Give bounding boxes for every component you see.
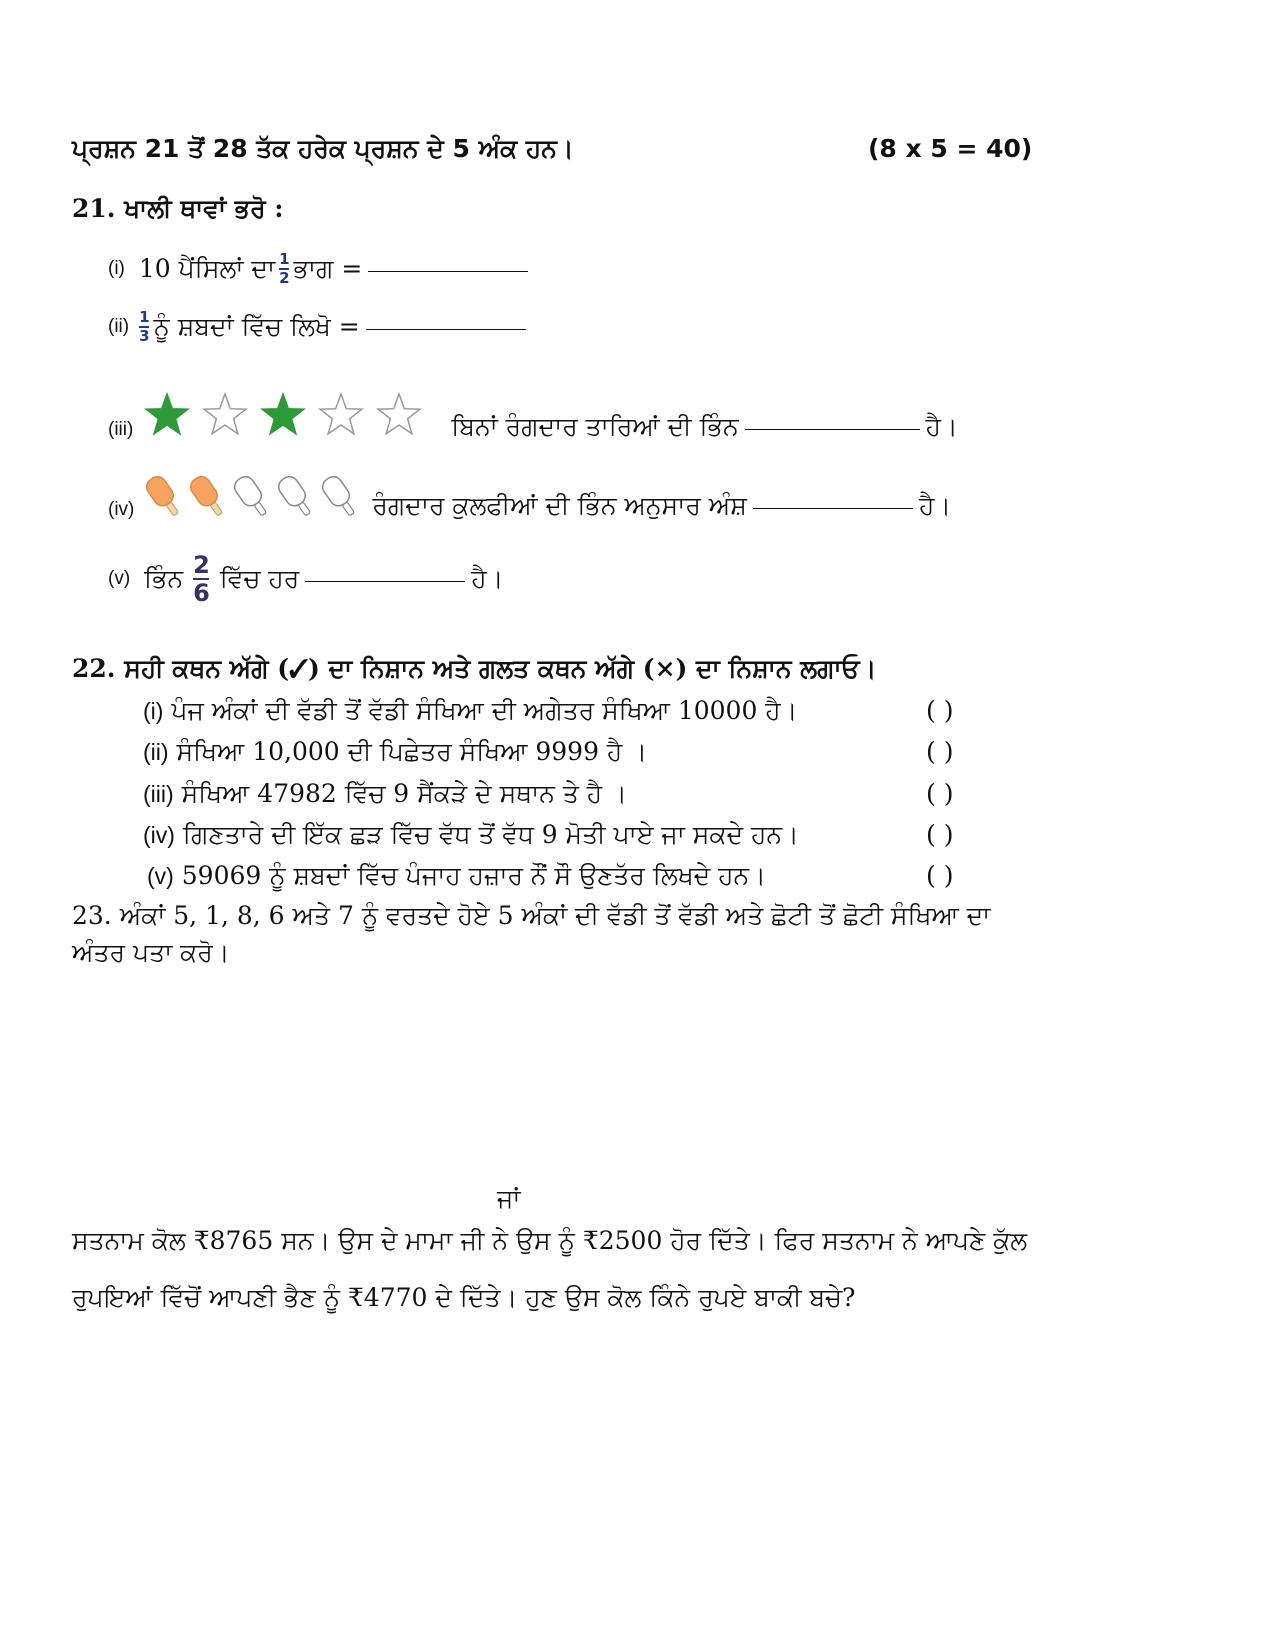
item-pre-text: 10 ਪੈਂਸਿਲਾਂ ਦਾ xyxy=(138,254,276,283)
item-number: (iii) xyxy=(108,419,134,440)
q22-statement-i xyxy=(143,696,798,726)
item-number: (ii) xyxy=(108,316,130,337)
item-text: ਰੰਗਦਾਰ ਕੁਲਫੀਆਂ ਦੀ ਭਿੰਨ ਅਨੁਸਾਰ ਅੰਸ਼ xyxy=(372,491,747,520)
answer-blank[interactable] xyxy=(305,577,465,582)
item-number: (iv) xyxy=(108,499,135,520)
q21-item-v xyxy=(108,553,503,605)
icecream-empty-icon xyxy=(274,472,318,522)
item-number: (v) xyxy=(108,568,131,589)
statement-text: ਸੰਖਿਆ 10,000 ਦੀ ਪਿਛੇਤਰ ਸੰਖਿਆ 9999 ਹੈ । xyxy=(176,737,648,766)
fraction xyxy=(279,252,289,286)
statement-number: (ii) xyxy=(143,739,169,765)
answer-blank[interactable] xyxy=(753,504,913,509)
q22-statement-v xyxy=(147,861,766,891)
fraction-numerator: 2 xyxy=(193,551,210,579)
answer-bracket[interactable]: ( ) xyxy=(926,820,954,849)
star-empty-icon xyxy=(375,391,425,441)
q21-item-iii xyxy=(108,390,958,442)
q21-item-i xyxy=(108,252,534,286)
fraction xyxy=(193,553,210,605)
statement-text: ਪੰਜ ਅੰਕਾਂ ਦੀ ਵੱਡੀ ਤੋਂ ਵੱਡੀ ਸੰਖਿਆ ਦੀ ਅਗੇਤਰ ਸੰਖਿਆ 10000 ਹੈ। xyxy=(171,696,798,725)
icecream-empty-icon xyxy=(230,472,274,522)
statement-text: ਗਿਣਤਾਰੇ ਦੀ ਇੱਕ ਛੜ ਵਿੱਚ ਵੱਧ ਤੋਂ ਵੱਧ 9 ਮੋਤੀ ਪਾਏ ਜਾ ਸਕਦੇ ਹਨ। xyxy=(182,820,799,849)
icecream-empty-icon xyxy=(318,472,362,522)
answer-blank[interactable] xyxy=(366,325,526,330)
statement-number: (iii) xyxy=(143,781,174,807)
section-marks: (8 x 5 = 40) xyxy=(868,134,1033,163)
answer-bracket[interactable]: ( ) xyxy=(926,861,954,890)
q21-title: 21. ਖਾਲੀ ਥਾਵਾਂ ਭਰੋ : xyxy=(72,194,284,223)
item-end-text: ਹੈ। xyxy=(471,564,504,593)
section-instruction: ਪ੍ਰਸ਼ਨ 21 ਤੋਂ 28 ਤੱਕ ਹਰੇਕ ਪ੍ਰਸ਼ਨ ਦੇ 5 ਅੰਕ ਹਨ। xyxy=(72,134,574,163)
q23-line-2: ਅੰਤਰ ਪਤਾ ਕਰੋ। xyxy=(72,938,230,967)
q21-item-ii xyxy=(108,310,532,344)
statement-number: (iv) xyxy=(143,822,175,848)
fraction-denominator: 6 xyxy=(193,579,210,607)
q23-line-1: 23. ਅੰਕਾਂ 5, 1, 8, 6 ਅਤੇ 7 ਨੂੰ ਵਰਤਦੇ ਹੋਏ 5 ਅੰਕਾਂ ਦੀ ਵੱਡੀ ਤੋਂ ਵੱਡੀ ਅਤੇ ਛੋਟੀ ਤੋਂ ਛੋਟੀ ਸੰਖਿਆ ਦਾ xyxy=(72,901,991,930)
q22-statement-iv xyxy=(143,820,799,850)
item-post-text: ਵਿੱਚ ਹਰ xyxy=(219,564,300,593)
item-pre-text: ਭਿੰਨ xyxy=(144,564,184,593)
fraction-numerator: 1 xyxy=(139,308,150,326)
answer-bracket[interactable]: ( ) xyxy=(926,737,954,766)
fraction xyxy=(139,310,149,344)
icecream-filled-icon xyxy=(142,472,186,522)
star-empty-icon xyxy=(201,391,251,441)
star-filled-icon xyxy=(259,391,309,441)
icecream-group xyxy=(142,472,362,522)
fraction-denominator: 3 xyxy=(139,327,150,345)
statement-text: ਸੰਖਿਆ 47982 ਵਿੱਚ 9 ਸੈਂਕੜੇ ਦੇ ਸਥਾਨ ਤੇ ਹੈ । xyxy=(181,779,627,808)
answer-blank[interactable] xyxy=(368,267,528,272)
answer-bracket[interactable]: ( ) xyxy=(926,779,954,808)
item-number: (i) xyxy=(108,258,125,279)
q21-item-iv xyxy=(108,472,951,522)
statement-text: 59069 ਨੂੰ ਸ਼ਬਦਾਂ ਵਿੱਚ ਪੰਜਾਹ ਹਜ਼ਾਰ ਨੌਂ ਸੌ ਉਣਤੱਰ ਲਿਖਦੇ ਹਨ। xyxy=(181,861,767,890)
star-empty-icon xyxy=(317,391,367,441)
answer-blank[interactable] xyxy=(745,425,920,430)
fraction-denominator: 2 xyxy=(279,269,290,287)
icecream-filled-icon xyxy=(186,472,230,522)
q23-alt-line-2: ਰੁਪਇਆਂ ਵਿੱਚੋਂ ਆਪਣੀ ਭੈਣ ਨੂੰ ₹4770 ਦੇ ਦਿੱਤੇ। ਹੁਣ ਉਸ ਕੋਲ ਕਿੰਨੇ ਰੁਪਏ ਬਾਕੀ ਬਚੇ? xyxy=(72,1283,856,1312)
item-end-text: ਹੈ। xyxy=(918,491,952,520)
statement-number: (v) xyxy=(147,863,174,889)
fraction-numerator: 1 xyxy=(279,250,290,268)
q23-alt-line-1: ਸਤਨਾਮ ਕੋਲ ₹8765 ਸਨ। ਉਸ ਦੇ ਮਾਮਾ ਜੀ ਨੇ ਉਸ ਨੂੰ ₹2500 ਹੋਰ ਦਿੱਤੇ। ਫਿਰ ਸਤਨਾਮ ਨੇ ਆਪਣੇ ਕੁੱਲ xyxy=(72,1226,1028,1255)
stars-group xyxy=(143,391,433,441)
item-post-text: ਭਾਗ = xyxy=(293,254,363,283)
q22-statement-ii xyxy=(143,737,647,767)
item-post-text: ਨੂੰ ਸ਼ਬਦਾਂ ਵਿੱਚ ਲਿਖੋ = xyxy=(153,312,360,341)
item-end-text: ਹੈ। xyxy=(925,412,958,441)
or-separator: ਜਾਂ xyxy=(497,1184,521,1213)
item-text: ਬਿਨਾਂ ਰੰਗਦਾਰ ਤਾਰਿਆਂ ਦੀ ਭਿੰਨ xyxy=(451,412,739,441)
star-filled-icon xyxy=(143,391,193,441)
answer-bracket[interactable]: ( ) xyxy=(926,696,954,725)
q22-statement-iii xyxy=(143,779,627,809)
statement-number: (i) xyxy=(143,698,164,724)
q22-title: 22. ਸਹੀ ਕਥਨ ਅੱਗੇ (✓) ਦਾ ਨਿਸ਼ਾਨ ਅਤੇ ਗਲਤ ਕਥਨ ਅੱਗੇ (×) ਦਾ ਨਿਸ਼ਾਨ ਲਗਾਓ। xyxy=(72,654,877,683)
